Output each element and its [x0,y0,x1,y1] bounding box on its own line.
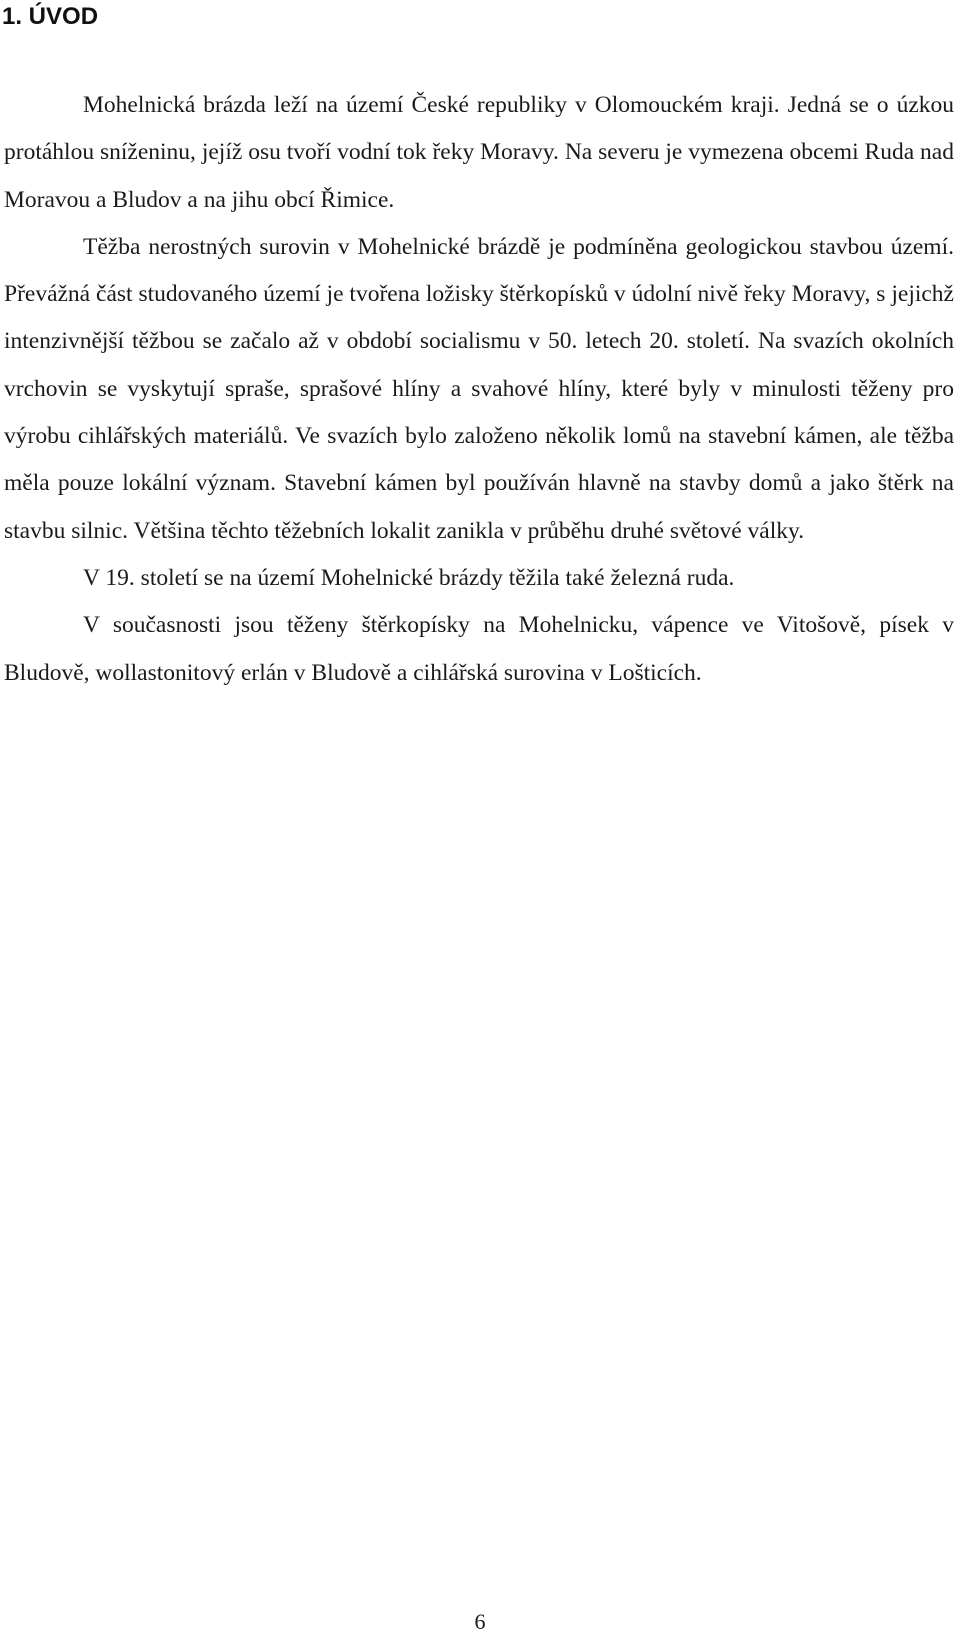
paragraph-current-mining: V současnosti jsou těženy štěrkopísky na Mohelnicku, vápence ve Vitošově, písek v Bludově, wollastonitový erlán v Bludově a cihlářská surovina v Lošticích. [4,612,954,686]
paragraph-geology: Těžba nerostných surovin v Mohelnické brázdě je podmíněna geologickou stavbou území. Převážná část studovaného území je tvořena ložisky štěrkopísků v údolní nivě řeky Moravy, s jejichž intenzivnější těžbou se začalo až v období socialismu v 50. letech 20. století. Na svazích okolních vrchovin se vyskytují spraše, sprašové hlíny a svahové hlíny, které byly v minulosti těženy pro výrobu cihlářských materiálů. Ve svazích bylo založeno několik lomů na stavební kámen, ale těžba měla pouze lokální význam. Stavební kámen byl používán hlavně na stavby domů a jako štěrk na stavbu silnic. Většina těchto těžebních lokalit zanikla v průběhu druhé světové války. [4,233,954,544]
body-text [4,82,954,697]
page-number: 6 [474,1609,486,1634]
paragraph-intro: Mohelnická brázda leží na území České republiky v Olomouckém kraji. Jedná se o úzkou protáhlou sníženinu, jejíž osu tvoří vodní tok řeky Moravy. Na severu je vymezena obcemi Ruda nad Moravou a Bludov a na jihu obcí Řimice. [4,92,954,213]
section-heading: 1. ÚVOD [2,3,99,30]
paragraph-iron-ore: V 19. století se na území Mohelnické brázdy těžila také železná ruda. [83,564,735,591]
